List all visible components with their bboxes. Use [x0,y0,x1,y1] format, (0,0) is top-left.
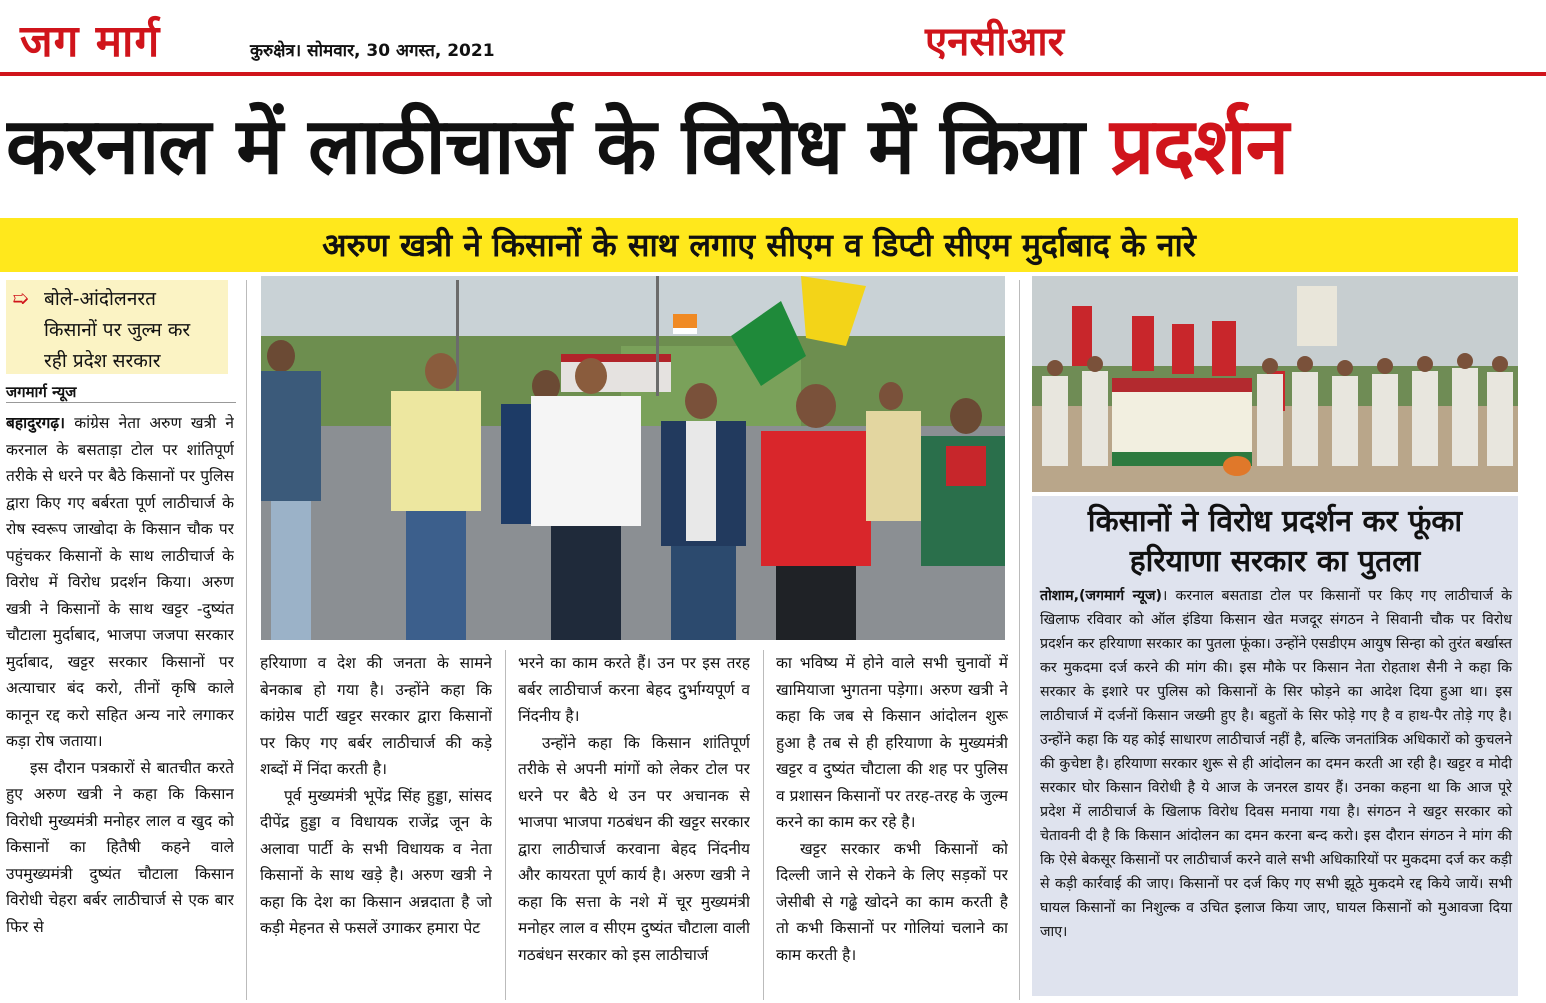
headline-main: करनाल में लाठीचार्ज के विरोध में किया [6,102,1110,192]
column-rule [763,650,764,1000]
article-column-3 [518,650,750,1000]
protest-march-photo [261,276,1005,640]
paragraph: कांग्रेस नेता अरुण खत्री ने करनाल के बसताड़ा टोल पर शांतिपूर्ण तरीके से धरने पर बैठे किसानों पर पुलिस द्वारा किए गए बर्बरता पूर्ण लाठीचार्ज के रोष स्वरूप जाखोदा के किसान चौक पर पहुंचकर किसानों के साथ लाठीचार्ज के विरोध में विरोध प्रदर्शन किया। अरुण खत्री ने किसानों के साथ खट्टर -दुष्यंत चौटाला मुर्दाबाद, भाजपा जजपा सरकार मुर्दाबाद, खट्टर सरकार किसानों पर अत्याचार बंद करो, तीनों कृषि काले कानून रद्द करो सहित अन्य नारे लगाकर कड़ा रोष जताया। [6,414,234,750]
masthead-rule [0,72,1546,76]
main-headline [6,92,1540,202]
paragraph: पूर्व मुख्यमंत्री भूपेंद्र सिंह हुड्डा, सांसद दीपेंद्र हुड्डा व विधायक राजेंद्र जून के अलावा पार्टी के सभी विधायक व नेता किसानों के साथ खड़े है। अरुण खत्री ने कहा कि देश का किसान अन्नदाता है जो कड़ी मेहनत से फसलें उगाकर हमारा पेट [260,786,492,937]
column-rule [246,280,247,1000]
highlight-box [6,280,228,374]
column-rule [505,650,506,1000]
highlight-line: किसानों पर जुल्म कर [44,319,191,341]
farmers-protest-photo-illustration [1032,276,1518,492]
sidebar-headline-line: किसानों ने विरोध प्रदर्शन कर फूंका [1087,504,1463,539]
paragraph: खट्टर सरकार कभी किसानों को दिल्ली जाने से रोकने के लिए सड़कों पर जेसीबी से गढ्ढे खोदने का काम करती है तो कभी किसानों पर गोलियां चलाने का काम करती है। [776,839,1008,964]
masthead [0,0,1546,78]
paragraph: उन्होंने कहा कि किसान शांतिपूर्ण तरीके से अपनी मांगों को लेकर टोल पर धरने पर बैठे थे उन पर अचानक से भाजपा भाजपा गठबंधन की खट्टर सरकार द्वारा लाठीचार्ज करवाना बेहद निंदनीय और कायरता पूर्ण कार्य है। अरुण खत्री ने कहा कि सत्ता के नशे में चूर मुख्यमंत्री मनोहर लाल व सीएम दुष्यंत चौटाला वाली गठबंधन सरकार को इस लाठीचार्ज [518,733,750,964]
column-rule [1019,280,1020,1000]
dateline: कुरुक्षेत्र। सोमवार, 30 अगस्त, 2021 [250,41,495,61]
article-column-4 [776,650,1008,1000]
highlight-line: रही प्रदेश सरकार [44,350,161,372]
sidebar-story [1032,496,1518,996]
subheadline: अरुण खत्री ने किसानों के साथ लगाए सीएम व डिप्टी सीएम मुर्दाबाद के नारे [322,226,1196,264]
farmers-protest-photo [1032,276,1518,492]
newspaper-logo: जग मार्ग [20,16,161,67]
sidebar-dateline: तोशाम,(जगमार्ग न्यूज) [1040,588,1163,604]
paragraph: इस दौरान पत्रकारों से बातचीत करते हुए अरुण खत्री ने कहा कि किसान विरोधी मुख्यमंत्री मनोहर लाल व खुद को किसानों का हितैषी कहने वाले उपमुख्यमंत्री दुष्यंत चौटाला किसान विरोधी चेहरा बर्बर लाठीचार्ज से एक बार फिर से [6,758,234,936]
article-column-1 [6,410,234,1000]
sidebar-text: । करनाल बसताडा टोल पर किसानों पर किए गए लाठीचार्ज के खिलाफ रविवार को ऑल इंडिया किसान खेत मजदूर संगठन ने सिवानी चौक पर विरोध प्रदर्शन कर हरियाणा सरकार का पुतला फूंका। उन्होंने एसडीएम आयुष सिन्हा को तुरंत बर्खास्त कर मुकदमा दर्ज करने की मांग की। इस मौके पर किसान नेता रोहताश सैनी ने कहा कि सरकार के इशारे पर पुलिस को किसानों के सिर फोड़ने का आदेश दिया हुआ था। इस लाठीचार्ज में दर्जनों किसान जख्मी हुए है। बहुतों के सिर फोड़े गए है व हाथ-पैर तोड़े गए है। उन्होंने कहा कि यह कोई साधारण लाठीचार्ज नहीं है, बल्कि जनतांत्रिक अधिकारों को कुचलने की कुचेष्टा है। हरियाणा सरकार शुरू से ही आंदोलन का दमन करती आ रही है। खट्टर व मोदी सरकार घोर किसान विरोधी है ये आज के जनरल डायर हैं। उनका कहना था कि आज पूरे प्रदेश में लाठीचार्ज के खिलाफ विरोध दिवस मनाया गया है। संगठन ने खट्टर सरकार को चेतावनी दी है कि किसान आंदोलन का दमन करना बन्द करो। इस दौरान संगठन ने मांग की कि ऐसे बेकसूर किसानों पर लाठीचार्ज करने वाले सभी अधिकारियों पर मुकदमा दर्ज कर कड़ी से कड़ी कार्रवाई की जाए। किसानों पर दर्ज किए गए सभी झूठे मुकदमे रद्द किये जायें। सभी घायल किसानों का निशुल्क व उचित इलाज किया जाए, घायल किसानों को मुआवजा दिया जाए। [1040,588,1512,940]
paragraph: हरियाणा व देश की जनता के सामने बेनकाब हो गया है। उन्होंने कहा कि कांग्रेस पार्टी खट्टर सरकार द्वारा किसानों पर किए गए बर्बर लाठीचार्ज की कड़े शब्दों में निंदा करती है। [260,654,492,778]
byline-rule [6,402,236,403]
paragraph: का भविष्य में होने वाले सभी चुनावों में खामियाजा भुगतना पड़ेगा। अरुण खत्री ने कहा कि जब से किसान आंदोलन शुरू हुआ है तब से ही हरियाणा के मुख्यमंत्री खट्टर व दुष्यंत चौटाला की शह पर पुलिस व प्रशासन किसानों पर तरह-तरह के जुल्म करने का काम कर रहे है। [776,654,1008,831]
byline: जगमार्ग न्यूज [6,383,77,401]
subheadline-band [0,218,1518,272]
highlight-line: बोले-आंदोलनरत [44,288,156,310]
dateline-place: बहादुरगढ़। [6,414,65,432]
article-column-2 [260,650,492,1000]
sidebar-headline-line: हरियाणा सरकार का पुतला [1129,544,1421,579]
protest-march-photo-illustration [261,276,1005,640]
highlight-text [44,284,190,377]
sidebar-headline [1032,502,1518,582]
headline-accent: प्रदर्शन [1109,102,1289,192]
section-label: एनसीआर [925,18,1064,65]
paragraph: भरने का काम करते हैं। उन पर इस तरह बर्बर लाठीचार्ज करना बेहद दुर्भाग्यपूर्ण व निंदनीय है। [518,654,750,725]
sidebar-body [1040,584,1512,944]
arrow-icon: ➯ [12,286,29,310]
